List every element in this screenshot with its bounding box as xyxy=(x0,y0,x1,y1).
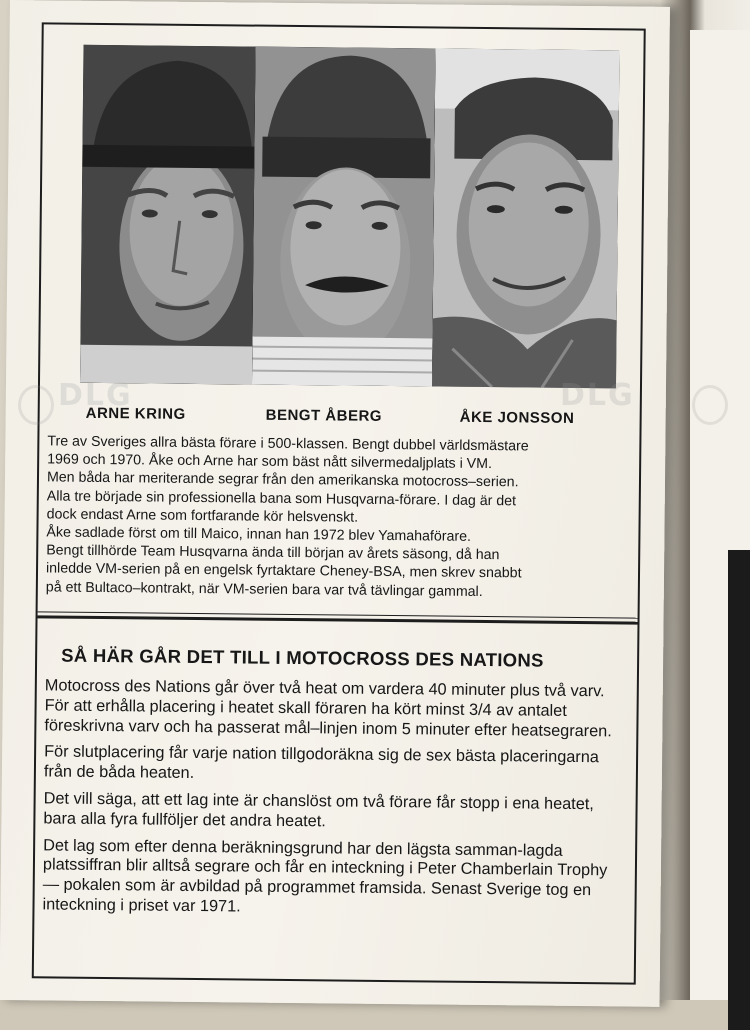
portrait-arne-kring-image xyxy=(80,45,256,385)
portrait-ake-jonsson xyxy=(432,48,620,388)
caption-arne-kring: ARNE KRING xyxy=(85,404,186,423)
section-heading: SÅ HÄR GÅR DET TILL I MOTOCROSS DES NATIONS xyxy=(61,644,544,671)
portrait-ake-jonsson-image xyxy=(432,48,620,388)
rules-paragraph: Motocross des Nations går över två heat om vardera 40 minuter plus två varv. För att erhålla placering i heatet skall föraren ha kört minst 3/4 av antalet föreskrivna varv och ha passerat mål–linjen inom 5 minuter efter heatsegraren. xyxy=(44,676,612,740)
intro-line: Tre av Sveriges allra bästa förare i 500-klassen. Bengt dubbel världsmästare xyxy=(47,433,529,455)
rules-paragraph: För slutplacering får varje nation tillgodoräkna sig de sex bästa placeringarna från de båda heaten. xyxy=(43,742,599,783)
portrait-bengt-aberg-image xyxy=(252,47,436,387)
intro-line: inledde VM-serien på en engelsk fyrtaktare Cheney-BSA, men skrev snabbt xyxy=(45,560,522,582)
page-frame xyxy=(32,22,646,984)
caption-bengt-aberg: BENGT ÅBERG xyxy=(265,406,383,425)
intro-line: på ett Bultaco–kontrakt, när VM-serien bara var två tävlingar gammal. xyxy=(45,579,483,600)
watermark: DLG xyxy=(58,378,133,413)
caption-ake-jonsson: ÅKE JONSSON xyxy=(459,408,575,427)
section-divider xyxy=(38,611,638,624)
rules-paragraph: Det lag som efter denna beräkningsgrund har den lägsta samman-lagda platssiffran blir alltså segrare och får en inteckning i Peter Chamberlain Trophy — pokalen som är avbildad på programmet framsida. Senast Sverige tog en inteckning i priset var 1971. xyxy=(42,835,608,916)
intro-line: Åke sadlade först om till Maico, innan han 1972 blev Yamahaförare. xyxy=(46,524,472,545)
portrait-strip xyxy=(80,45,620,389)
name-captions xyxy=(80,405,620,435)
watermark: DLG xyxy=(560,378,635,413)
facing-page-dark-band xyxy=(728,550,750,1030)
rules-text xyxy=(42,676,625,928)
intro-line: Bengt tillhörde Team Husqvarna ända till början av årets säsong, då han xyxy=(46,542,500,564)
watermark-face-icon xyxy=(18,385,54,425)
intro-text xyxy=(46,432,628,602)
rules-paragraph: Det vill säga, att ett lag inte är chanslöst om två förare får stopp i ena heatet, bara alla fyra fullföljer det andra heatet. xyxy=(43,789,594,831)
portrait-arne-kring xyxy=(80,45,256,385)
intro-line: Men båda har meriterande segrar från den amerikanska motocross–serien. xyxy=(46,469,519,491)
intro-line: Alla tre började sin professionella bana som Husqvarna-förare. I dag är det xyxy=(46,488,517,509)
intro-line: dock endast Arne som fortfarande kör helsvenskt. xyxy=(46,506,359,526)
facing-page xyxy=(690,30,750,1000)
intro-line: 1969 och 1970. Åke och Arne har som bäst nått silvermedaljplats i VM. xyxy=(47,451,493,473)
watermark-face-icon xyxy=(692,385,728,425)
portrait-bengt-aberg xyxy=(252,47,436,387)
